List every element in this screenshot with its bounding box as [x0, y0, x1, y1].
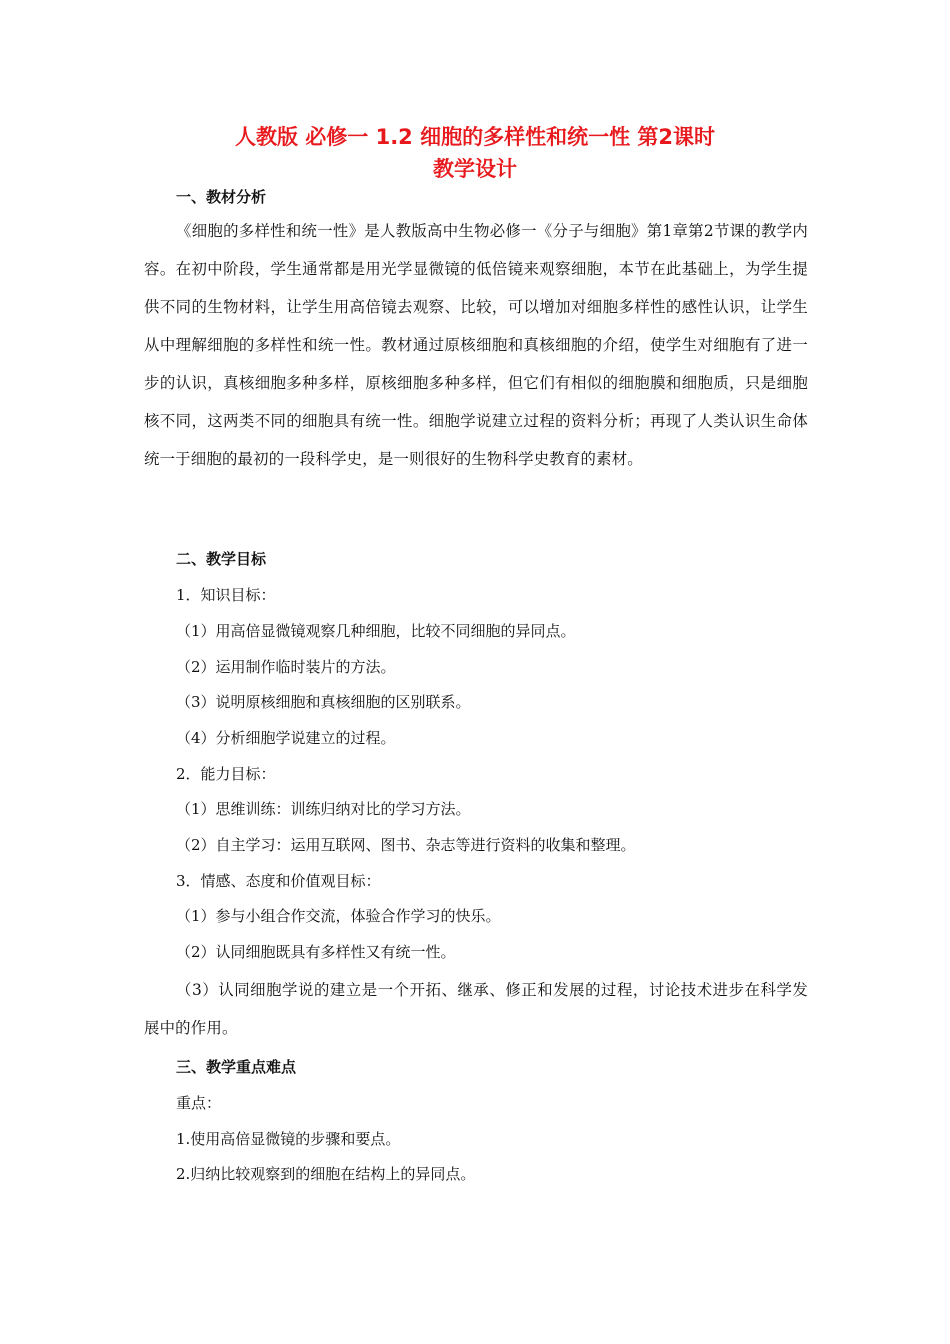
materials-analysis-paragraph: 《细胞的多样性和统一性》是人教版高中生物必修一《分子与细胞》第1章第2节课的教学内容。在初中阶段，学生通常都是用光学显微镜的低倍镜来观察细胞，本节在此基础上，为学生提供不同的生物材料，让学生用高倍镜去观察、比较，可以增加对细胞多样性的感性认识，让学生从中理解细胞的多样性和统一性。教材通过原核细胞和真核细胞的介绍，使学生对细胞有了进一步的认识，真核细胞多种多样，原核细胞多种多样，但它们有相似的细胞膜和细胞质，只是细胞核不同，这两类不同的细胞具有统一性。细胞学说建立过程的资料分析；再现了人类认识生命体统一于细胞的最初的一段科学史，是一则很好的生物科学史教育的素材。 — [144, 222, 808, 468]
knowledge-objective-item: （4）分析细胞学说建立的过程。 — [176, 729, 396, 747]
key-point-item: 2.归纳比较观察到的细胞在结构上的异同点。 — [176, 1165, 476, 1183]
emotion-objective-item: （3）认同细胞学说的建立是一个开拓、继承、修正和发展的过程，讨论技术进步在科学发展中的作用。 — [144, 981, 808, 1037]
ability-objectives-title: 2．能力目标： — [176, 765, 276, 783]
knowledge-objective-item: （3）说明原核细胞和真核细胞的区别联系。 — [176, 693, 471, 711]
emotion-objective-item: （1）参与小组合作交流，体验合作学习的快乐。 — [176, 907, 501, 925]
section-heading-objectives: 二、教学目标 — [176, 550, 267, 568]
key-point-item: 1.使用高倍显微镜的步骤和要点。 — [176, 1130, 401, 1148]
emotion-objectives-title: 3．情感、态度和价值观目标： — [176, 872, 381, 890]
ability-objective-item: （2）自主学习：运用互联网、图书、杂志等进行资料的收集和整理。 — [176, 836, 636, 854]
document-title: 人教版 必修一 1.2 细胞的多样性和统一性 第2课时 — [234, 125, 716, 149]
section-heading-materials: 一、教材分析 — [176, 188, 267, 206]
knowledge-objective-item: （1）用高倍显微镜观察几种细胞，比较不同细胞的异同点。 — [176, 622, 576, 640]
knowledge-objectives-title: 1．知识目标： — [176, 586, 276, 604]
ability-objective-item: （1）思维训练：训练归纳对比的学习方法。 — [176, 800, 471, 818]
knowledge-objective-item: （2）运用制作临时装片的方法。 — [176, 658, 396, 676]
document-subtitle: 教学设计 — [433, 157, 517, 181]
section-heading-key-points: 三、教学重点难点 — [176, 1058, 297, 1076]
key-points-label: 重点： — [176, 1094, 222, 1112]
emotion-objective-item: （2）认同细胞既具有多样性又有统一性。 — [176, 943, 456, 961]
